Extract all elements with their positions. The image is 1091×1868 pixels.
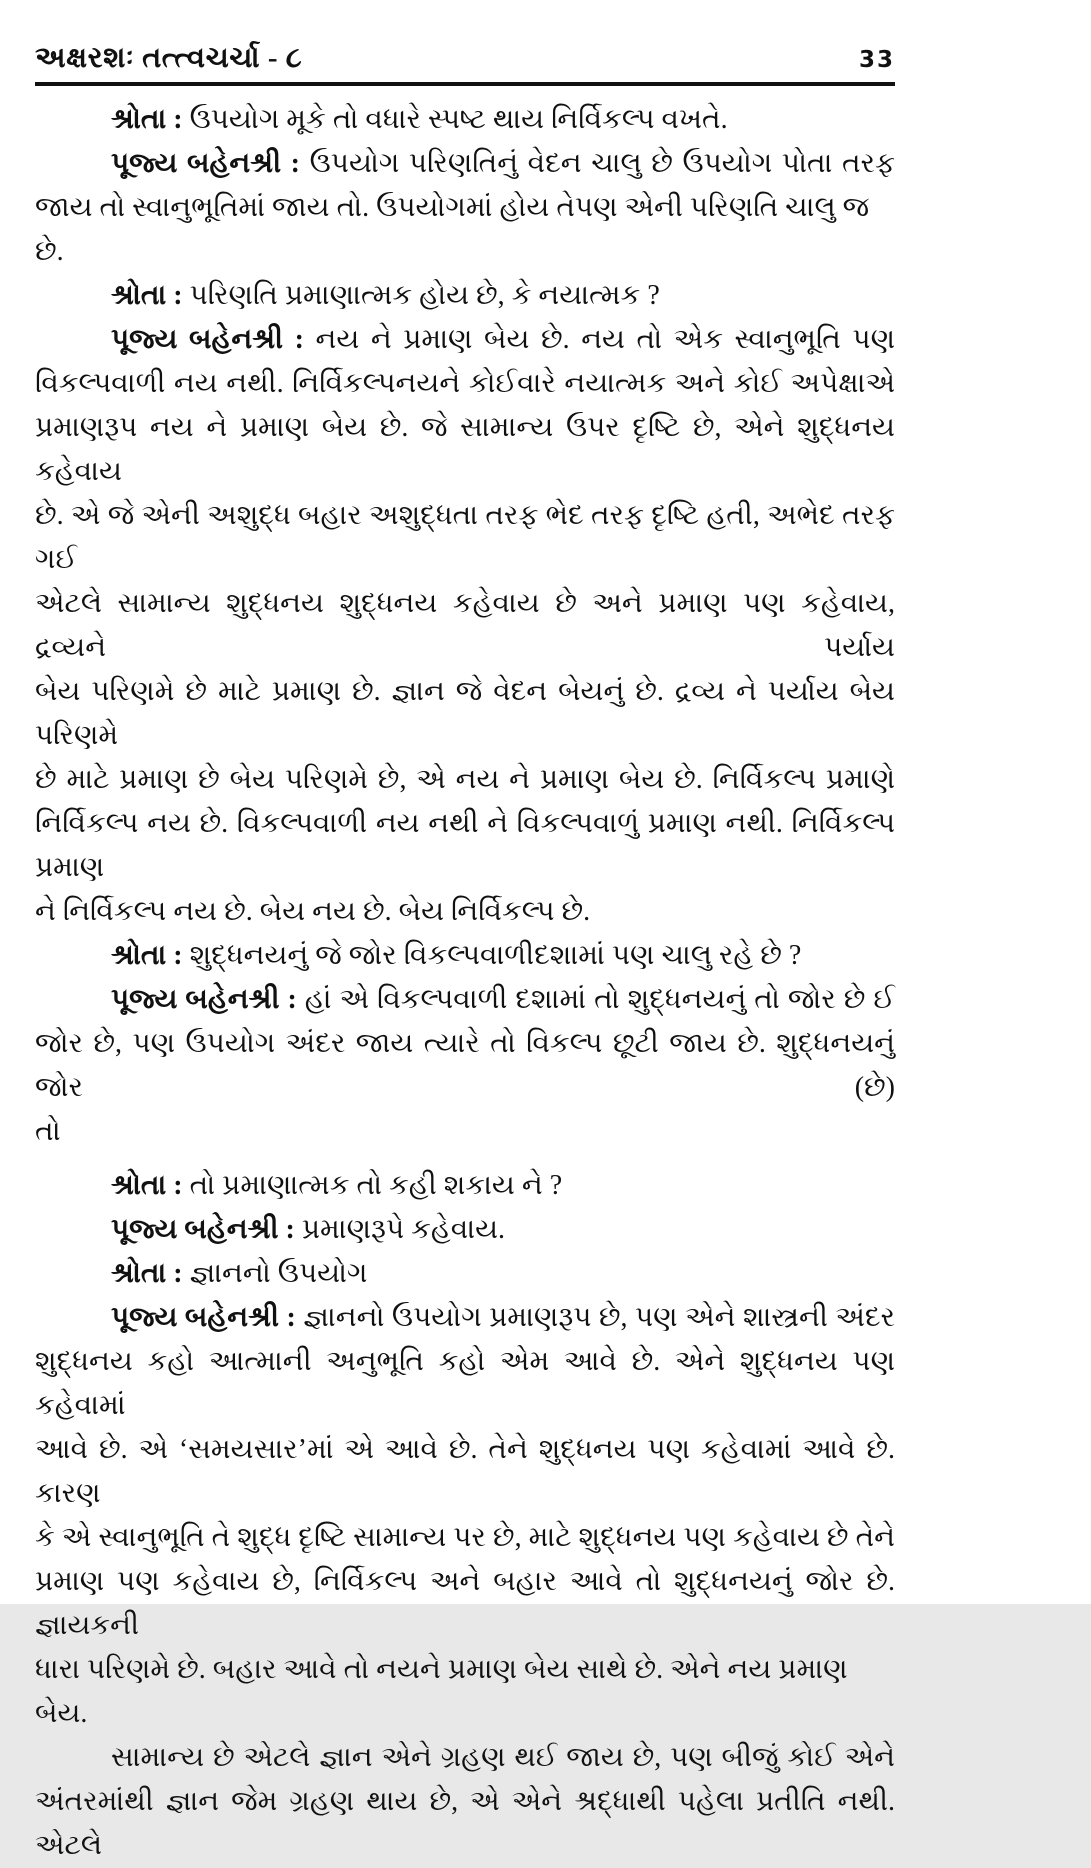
speaker-label: શ્રોતા : [111,940,183,971]
text-line: ને નિર્વિકલ્પ નય છે. બેય નય છે. બેય નિર્વિકલ્પ છે. [35,896,591,927]
text-line: પૂજ્ય બહેનશ્રી : ઉપયોગ પરિણતિનું વેદન ચાલુ છે ઉપયોગ પોતા તરફ [111,148,895,179]
page-title: અક્ષરશઃ તત્ત્વચર્ચા - ૮ [35,42,303,74]
text-line: પૂજ્ય બહેનશ્રી : નય ને પ્રમાણ બેય છે. નય તો એક સ્વાનુભૂતિ પણ [111,324,895,355]
speaker-label: પૂજ્ય બહેનશ્રી : [111,1214,295,1245]
text-line: પ્રમાણરૂપ નય ને પ્રમાણ બેય છે. જે સામાન્ય ઉપર દૃષ્ટિ છે, એને શુદ્ધનય કહેવાય [35,412,895,487]
text-line: એટલે સામાન્ય શુદ્ધનય શુદ્ધનય કહેવાય છે અને પ્રમાણ પણ કહેવાય, દ્રવ્યને પર્યાય [35,588,895,663]
text-line: નિર્વિકલ્પ નય છે. વિકલ્પવાળી નય નથી ને વિકલ્પવાળું પ્રમાણ નથી. નિર્વિકલ્પ પ્રમાણ [35,808,895,883]
speaker-label: પૂજ્ય બહેનશ્રી : [111,1302,296,1333]
speaker-label: શ્રોતા : [111,104,183,135]
text-line: શ્રોતા : જ્ઞાનનો ઉપયોગ [111,1258,368,1289]
header-rule [35,82,895,86]
speaker-label: શ્રોતા : [111,1258,183,1289]
text-line: પૂજ્ય બહેનશ્રી : જ્ઞાનનો ઉપયોગ પ્રમાણરૂપ છે, પણ એને શાસ્ત્રની અંદર [111,1302,895,1333]
text-line: વિકલ્પવાળી નય નથી. નિર્વિકલ્પનયને કોઈવારે નયાત્મક અને કોઈ અપેક્ષાએ [35,368,895,399]
text-line: શુદ્ધનય કહો આત્માની અનુભૂતિ કહો એમ આવે છે. એને શુદ્ધનય પણ કહેવામાં [35,1346,895,1421]
text-line: સામાન્ય છે એટલે જ્ઞાન એને ગ્રહણ થઈ જાય છે, પણ બીજું કોઈ એને [111,1742,895,1773]
page-number: 33 [858,47,895,73]
text-line: તો [35,1116,61,1147]
speaker-label: પૂજ્ય બહેનશ્રી : [111,324,304,355]
document-body [35,98,895,1868]
text-line: છે માટે પ્રમાણ છે બેય પરિણમે છે, એ નય ને પ્રમાણ બેય છે. નિર્વિકલ્પ પ્રમાણે [35,764,895,795]
text-line: શ્રોતા : ઉપયોગ મૂકે તો વધારે સ્પષ્ટ થાય નિર્વિકલ્પ વખતે. [111,104,728,135]
text-line: જોર છે, પણ ઉપયોગ અંદર જાય ત્યારે તો વિકલ્પ છૂટી જાય છે. શુદ્ધનયનું જોર (છે) [35,1028,895,1103]
speaker-label: શ્રોતા : [111,280,183,311]
text-line: જાય તો સ્વાનુભૂતિમાં જાય તો. ઉપયોગમાં હોય તેપણ એની પરિણતિ ચાલુ જ છે. [35,192,870,267]
text-line: આવે છે. એ ‘સમયસાર’માં એ આવે છે. તેને શુદ્ધનય પણ કહેવામાં આવે છે. કારણ [35,1434,895,1509]
text-line: શ્રોતા : તો પ્રમાણાત્મક તો કહી શકાય ને ? [111,1170,563,1201]
text-line: શ્રોતા : શુદ્ધનયનું જે જોર વિકલ્પવાળીદશામાં પણ ચાલુ રહે છે ? [111,940,802,971]
speaker-label: શ્રોતા : [111,1170,183,1201]
text-line: પૂજ્ય બહેનશ્રી : પ્રમાણરૂપે કહેવાય. [111,1214,506,1245]
speaker-label: પૂજ્ય બહેનશ્રી : [111,984,297,1015]
text-line: શ્રોતા : પરિણતિ પ્રમાણાત્મક હોય છે, કે નયાત્મક ? [111,280,660,311]
text-line: બેય પરિણમે છે માટે પ્રમાણ છે. જ્ઞાન જે વેદન બેયનું છે. દ્રવ્ય ને પર્યાય બેય પરિણમે [35,676,895,751]
page-header [35,42,895,75]
text-line: છે. એ જે એની અશુદ્ધ બહાર અશુદ્ધતા તરફ ભેદ તરફ દૃષ્ટિ હતી, અભેદ તરફ ગઈ [35,500,895,575]
text-line: કે એ સ્વાનુભૂતિ તે શુદ્ધ દૃષ્ટિ સામાન્ય પર છે, માટે શુદ્ધનય પણ કહેવાય છે તેને [35,1522,895,1553]
text-line: અંતરમાંથી જ્ઞાન જેમ ગ્રહણ થાય છે, એ એને શ્રદ્ધાથી પહેલા પ્રતીતિ નથી. એટલે [35,1786,895,1861]
speaker-label: પૂજ્ય બહેનશ્રી : [111,148,301,179]
text-line: પ્રમાણ પણ કહેવાય છે, નિર્વિકલ્પ અને બહાર આવે તો શુદ્ધનયનું જોર છે. જ્ઞાયકની [35,1566,895,1641]
text-line: પૂજ્ય બહેનશ્રી : હાં એ વિકલ્પવાળી દશામાં તો શુદ્ધનયનું તો જોર છે ઈ [111,984,895,1015]
text-line: ધારા પરિણમે છે. બહાર આવે તો નયને પ્રમાણ બેય સાથે છે. એને નય પ્રમાણ બેય. [35,1654,848,1729]
